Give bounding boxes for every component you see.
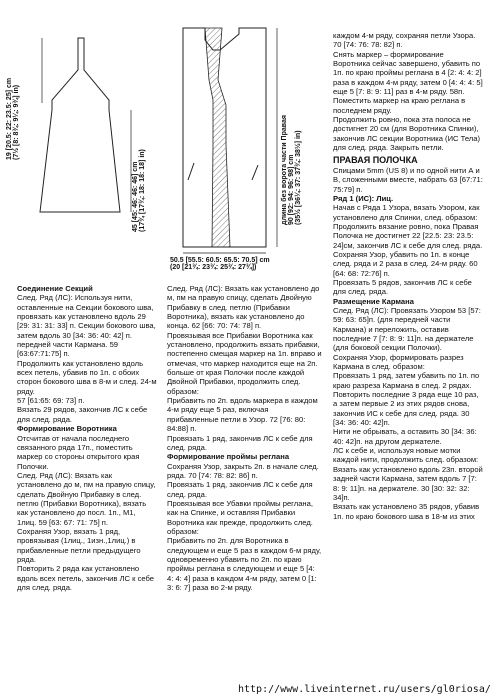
front-panel-outline (205, 28, 230, 247)
paragraph: 57 [61:65: 69: 73] п. (17, 396, 85, 406)
paragraph: Провязать 1 ряд, закончив ЛС к себе для след. ряда. (167, 480, 313, 499)
paragraph: Сохраняя Узор, вязать 1 ряд, провязывая (1лиц., 1изн.,1лиц.) в прибавленные петли предыдущего ряда. (17, 526, 141, 564)
paragraph: Вязать как установлено вдоль 23п. второй задней части Кармана, затем вдоль 7 [7: 8: 9: 11]п. на держателе. 30 [30: 32: 32: 34]п. (333, 464, 483, 502)
paragraph: След. Ряд (ЛС): Провязать Узором 53 [57: 59: 63: 65]п. (для передней части Кармана) и переложить, оставив последние 7 [7: 8: 9: 11]п. на держателе (для боковой секции Полочки). (333, 305, 481, 353)
paragraph: Повторить 2 ряда как установлено вдоль всех петель, закончив ЛС к себе для след. ряда. (17, 564, 154, 592)
paragraph: Поместить маркер на краю реглана в последнем ряду. (333, 96, 466, 115)
paragraph: Вязать 29 рядов, закончив ЛС к себе для след. ряда. (17, 405, 148, 424)
paragraph: След. Ряд (ЛС): Используя нити, оставленные на Секции бокового шва, (17, 293, 154, 312)
subheading: Размещение Кармана (333, 296, 414, 306)
text-column-1 (17, 284, 157, 592)
subheading: Соединение Секций (17, 284, 93, 293)
subheading: Формирование Воротника (17, 424, 117, 434)
sleeve-cap-height-label: 19 [20.5: 22: 23.5: 25] cm (7½ [8: 8¾: 9¼: 9¾] in) (6, 77, 20, 160)
paragraph: Провязывая все Прибавки Воротника как установлено, продолжить вязать прибавки, постепенно смещая маркер на 1п. вправо и отмечая, что маркер находится еще на 2п. больше от края Полочки после каждой Двойной Прибавки, продолжить след. образом: (167, 330, 322, 396)
body-width-label: 50.5 [55.5: 60.5: 65.5: 70.5] cm (20 [21¾: 23¾: 25¾: 27¾]) (170, 257, 270, 271)
paragraph: Сохраняя Узор, формировать разрез Кармана в след. образом: (333, 352, 464, 372)
paragraph: Снять маркер – формирование Воротника сейчас завершено, убавить по 1п. по краю проймы реглана в 4 [2: 4: 4: 2] раза в каждом 4-м ряду, затем 0 [4: 4: 4: 5] еще 5 [7: 8: 9: 11] раз в 4-м ряду. 58п. (333, 49, 483, 97)
paragraph: ЛС к себе и, используя новые мотки каждой нити, продолжить след. образом: (333, 446, 479, 465)
front-length-label: длина без ворота части Правая 90 [92: 94: 96: 98] cm (35½ [36¼: 37: 37¾: 38½] in) (281, 115, 302, 225)
paragraph: След. Ряд (ЛС): Вязать как установлено до м, пм на правую спицу, сделать Двойную Прибавку в след. петлю (Прибавки Воротника), вязать как установлено до конца. 62 [66: 70: 74: 78] п. (167, 284, 320, 331)
section-heading: ПРАВАЯ ПОЛОЧКА (333, 155, 418, 166)
text-column-2 (167, 284, 322, 592)
paragraph: Сохраняя Узор, убавить по 1п. в конце след. ряда и 2 раза в след. 24-м ряду. 60 [64: 68: 72:76] п. (333, 249, 478, 278)
paragraph: Провязать 5 рядов, закончив ЛС к себе для след. ряда. (333, 277, 472, 297)
sleeve-outline (40, 38, 120, 212)
paragraph: Продолжить вязание ровно, пока Правая Полочка не достигнет 22 [22.5: 23: 23.5: 24]см, закончив ЛС к себе для след. ряда. (333, 221, 483, 250)
paragraph: Повторить последние 3 ряда еще 10 раз, а затем первые 2 из этих рядов снова, закончив ИС к себе для след. ряда. 30 [34: 36: 40: 42]п. (333, 390, 479, 428)
pocket-slit-left (188, 163, 194, 180)
text-column-3 (333, 31, 483, 521)
paragraph: Провязать 1 ряд, затем убавить по 1п. по краю разреза Кармана в след. 2 рядах. (333, 371, 480, 390)
paragraph: След. Ряд (ЛС): Вязать как установлено до м, пм на правую спицу, сделать Двойную Прибавку в след. петлю (Прибавки Воротника), вязать как установлено до посл. 1п., М1, 1лиц. 59 [63: 67: 71: 75] п. (17, 470, 156, 527)
footer-url: http://www.liveinternet.ru/users/gl0riosa/ (238, 684, 491, 695)
subheading: Ряд 1 (ИС): Лиц. (333, 193, 394, 203)
pocket-slit-right (252, 165, 258, 180)
paragraph: Прибавить по 2п. вдоль маркера в каждом 4-м ряду еще 5 раз, включая прибавленные петли в Узор. 72 [76: 80: 84:88] п. (167, 396, 318, 434)
paragraph: каждом 4-м ряду, сохраняя петли Узора. 70 [74: 76: 78: 82] п. (333, 31, 476, 50)
paragraph: провязать как установлено вдоль 29 [29: 31: 31: 33] п. Секции бокового шва, затем вдоль 30 [34: 36: 40: 42] п. передней части Кармана. 59 [63:67:71:75] п. (17, 312, 156, 359)
sleeve-length-label: 45 [45: 46: 46: 46] cm (17¾ [17¾: 18: 18: 18] in) (132, 149, 146, 232)
paragraph: Продолжить ровно, пока эта полоса не достигнет 20 см (для Воротника Спинки), закончив ЛС секции Воротника (ИС Тела) для след. ряда. Закрыть петли. (333, 115, 480, 153)
subheading: Формирование проймы реглана (167, 452, 290, 462)
paragraph: Отсчитав от начала последнего связанного ряда 17п., поместить маркер со стороны открытого края Полочки. (17, 433, 140, 471)
paragraph: Продолжить как установлено вдоль всех петель, убавив по 1п. с обоих сторон бокового шва в 8-м и след. 24-м ряду. (17, 358, 157, 396)
paragraph: Спицами 5mm (US 8) и по одной нити А и В, сложенными вместе, набрать 63 [67:71: 75:79] п. (333, 165, 483, 194)
paragraph: Начав с Ряда 1 Узора, вязать Узором, как установлено для Спинки, след. образом: (333, 203, 480, 222)
paragraph: Провязать 1 ряд, закончив ЛС к себе для след. ряда. (167, 433, 313, 452)
paragraph: Вязать как установлено 35 рядов, убавив 1п. по краю бокового шва в 18-м из этих (333, 502, 480, 521)
paragraph: Сохраняя Узор, закрыть 2п. в начале след. ряда. 70 [74: 78: 82: 86] п. (167, 461, 319, 480)
paragraph: Провязывая все Убавки проймы реглана, как на Спинке, и оставляя Прибавки Воротника как прежде, продолжить след. образом: (167, 498, 313, 536)
paragraph: Нити не обрывать, а оставить 30 [34: 36: 40: 42]п. на другом держателе. (333, 427, 477, 446)
paragraph: Прибавить по 2п. для Воротника в следующем и еще 5 раз в каждом 6-м ряду, одновременно убавить по 2п. по краю проймы реглана в следующем и еще 5 [4: 4: 4: 4] раза в каждом 4-м ряду, затем 0 [1: 3: 6: 7] раза во 2-м ряду. (167, 536, 322, 592)
